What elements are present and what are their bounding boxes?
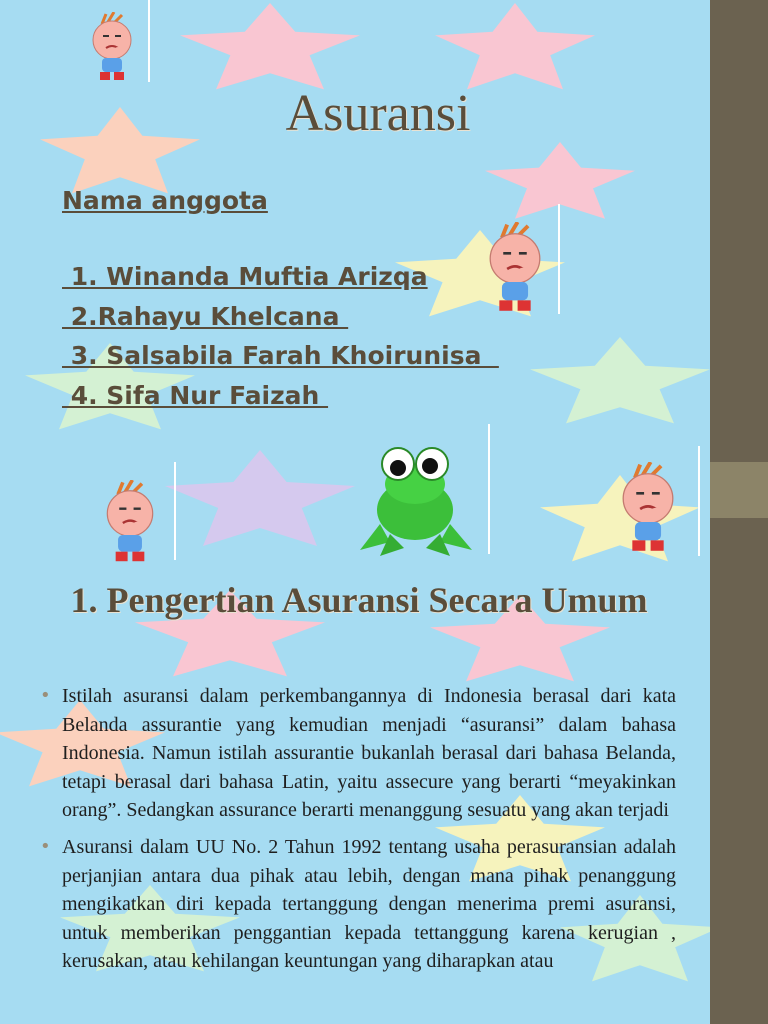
divider-line <box>174 462 176 560</box>
star-decoration-icon <box>435 3 595 89</box>
slide-title: Asuransi <box>285 85 471 142</box>
divider-line <box>148 0 150 82</box>
member-item: 4. Sifa Nur Faizah <box>62 380 329 410</box>
star-decoration-icon <box>165 450 355 546</box>
cartoon-kid-icon <box>88 12 136 84</box>
star-decoration-icon <box>485 142 635 219</box>
right-side-bar-accent <box>710 462 768 518</box>
bullet-text: Istilah asuransi dalam perkembangannya di Indonesia berasal dari kata Belanda assurantie yang kemudian menjadi “asuransi” dalam bahasa Indonesia. Namun istilah assurantie bukanlah berasal dari bahasa Belanda, tetapi berasal dari bahasa Latin, yaitu assecure yang berarti “meyakinkan orang”. Sedangkan assurance berarti menanggung sesuatu yang akan terjadi <box>62 685 676 822</box>
bullet-symbol: • <box>40 835 51 857</box>
bullet-list <box>40 682 676 984</box>
section-title: 1. Pengertian Asuransi Secara Umum <box>70 580 648 620</box>
member-list <box>62 186 499 415</box>
member-item: 1. Winanda Muftia Arizqa <box>62 262 428 291</box>
member-item: 2.Rahayu Khelcana <box>62 301 349 331</box>
cartoon-kid-icon <box>98 480 162 566</box>
star-decoration-icon <box>530 337 710 423</box>
star-decoration-icon <box>180 3 360 89</box>
bullet-item <box>40 682 676 825</box>
divider-line <box>698 446 700 556</box>
green-frog-icon <box>340 424 490 558</box>
bullet-item <box>40 833 676 976</box>
bullet-symbol: • <box>40 685 51 706</box>
divider-line <box>558 204 560 314</box>
member-item: 3. Salsabila Farah Khoirunisa <box>62 341 499 370</box>
member-list-heading: Nama anggota <box>62 186 268 215</box>
bullet-text: Asuransi dalam UU No. 2 Tahun 1992 tentang usaha perasuransian adalah perjanjian antara dua pihak atau lebih, dengan mana pihak penanggung mengikatkan diri kepada tertanggung dengan menerima premi asuransi, untuk memberikan penggantian kepada tettanggung karena kerugian , kerusakan, atau kehilangan keuntungan yang diharapkan atau <box>62 835 676 973</box>
cartoon-kid-icon <box>612 462 684 556</box>
